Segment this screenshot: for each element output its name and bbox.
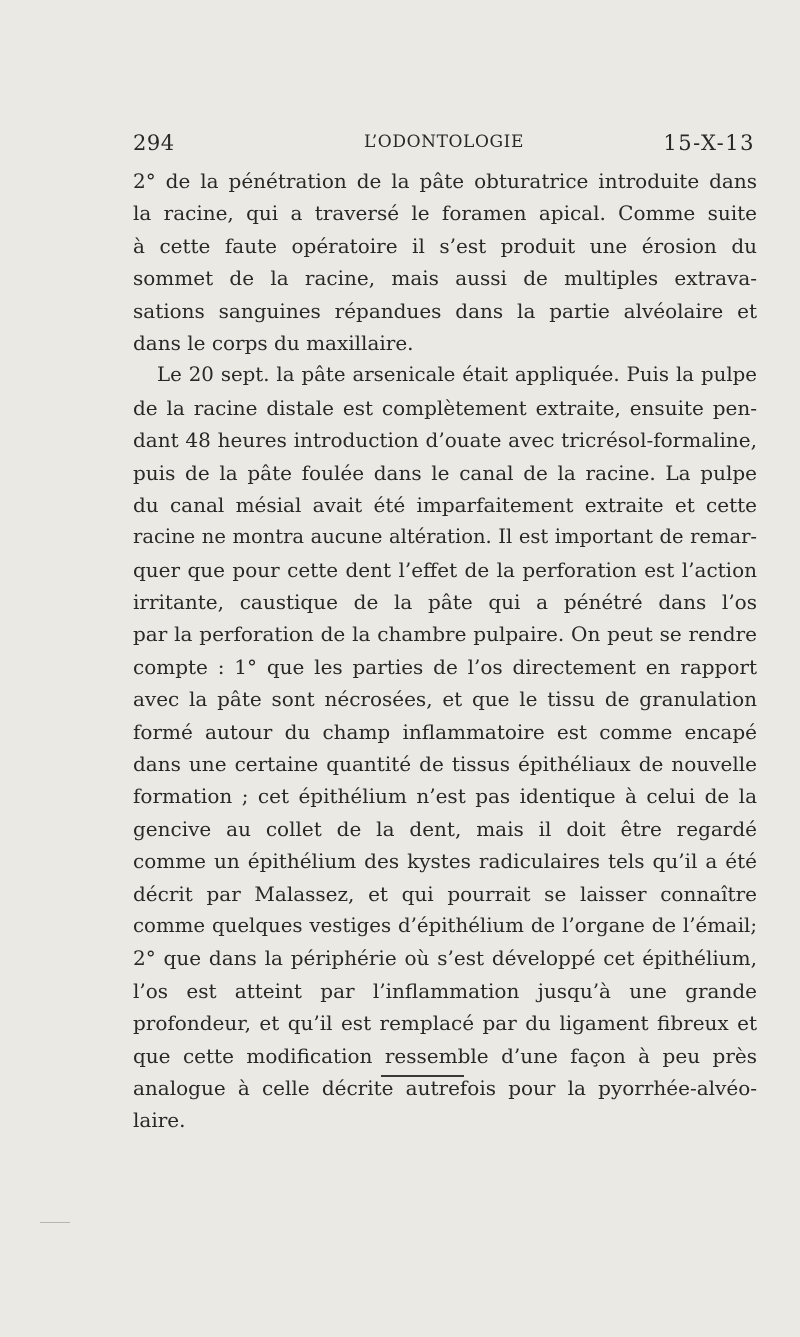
text-line: comme quelques vestiges d’épithélium de l’organe de l’émail; [133, 913, 757, 937]
text-line: comme un épithélium des kystes radiculaires tels qu’il a été [133, 849, 757, 874]
text-line: racine ne montra aucune altération. Il est important de remar- [133, 525, 757, 549]
text-line: la racine, qui a traversé le foramen apical. Comme suite [133, 201, 757, 226]
text-line: quer que pour cette dent l’effet de la perforation est l’action [133, 557, 757, 582]
page-header [133, 131, 755, 161]
text-line: par la perforation de la chambre pulpaire. On peut se rendre [133, 622, 757, 647]
text-line: analogue à celle décrite autrefois pour la pyorrhée-alvéo- [133, 1075, 757, 1100]
text-line: dans une certaine quantité de tissus épithéliaux de nouvelle [133, 752, 757, 777]
issue-date: 15-X-13 [663, 131, 755, 155]
page-number: 294 [133, 131, 175, 155]
text-line: à cette faute opératoire il s’est produit une érosion du [133, 233, 757, 258]
text-line: formé autour du champ inflammatoire est comme encapé [133, 719, 757, 744]
text-line: 2° de la pénétration de la pâte obturatrice introduite dans [133, 169, 757, 193]
text-line: formation ; cet épithélium n’est pas identique à celui de la [133, 784, 757, 809]
text-line: sations sanguines répandues dans la partie alvéolaire et [133, 298, 757, 323]
section-end-rule [381, 1075, 464, 1077]
running-title: L’ODONTOLOGIE [363, 132, 524, 152]
text-line: décrit par Malassez, et qui pourrait se laisser connaître [133, 881, 757, 906]
text-line: 2° que dans la périphérie où s’est développé cet épithélium, [133, 946, 757, 971]
text-line: compte : 1° que les parties de l’os directement en rapport [133, 654, 757, 679]
text-line: laire. [133, 1108, 186, 1133]
margin-mark [40, 1222, 70, 1223]
text-line: Le 20 sept. la pâte arsenicale était appliquée. Puis la pulpe [157, 363, 757, 387]
text-line: irritante, caustique de la pâte qui a pénétré dans l’os [133, 590, 757, 615]
text-line: gencive au collet de la dent, mais il doit être regardé [133, 816, 757, 841]
text-line: dans le corps du maxillaire. [133, 330, 414, 355]
text-line: que cette modification ressemble d’une façon à peu près [133, 1043, 757, 1068]
text-line: profondeur, et qu’il est remplacé par du ligament fibreux et [133, 1011, 757, 1036]
body-text [133, 165, 757, 1137]
text-line: l’os est atteint par l’inflammation jusqu’à une grande [133, 978, 757, 1003]
text-line: du canal mésial avait été imparfaitement extraite et cette [133, 492, 757, 517]
text-line: de la racine distale est complètement extraite, ensuite pen- [133, 395, 757, 420]
text-line: puis de la pâte foulée dans le canal de la racine. La pulpe [133, 460, 757, 485]
text-line: dant 48 heures introduction d’ouate avec tricrésol-formaline, [133, 428, 757, 453]
text-line: sommet de la racine, mais aussi de multiples extrava- [133, 266, 757, 291]
text-line: avec la pâte sont nécrosées, et que le tissu de granulation [133, 687, 757, 712]
